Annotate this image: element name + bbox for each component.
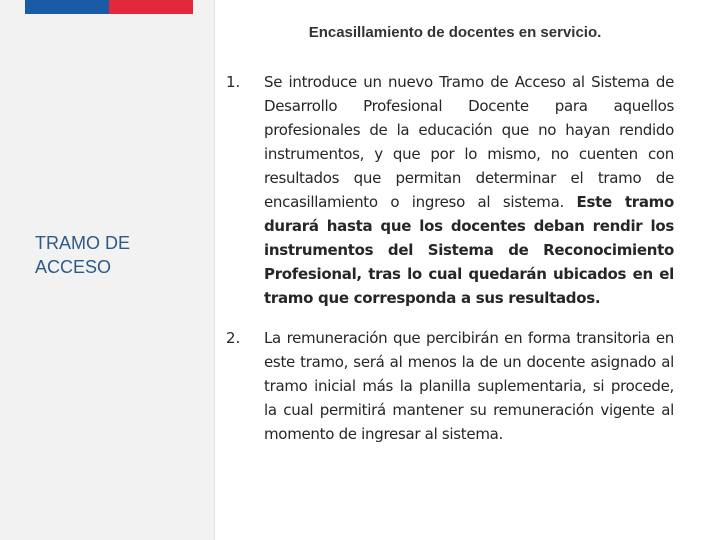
list-item <box>226 326 674 446</box>
list-item-text <box>264 70 674 310</box>
list-item-plain-text: La remuneración que percibirán en forma transitoria en este tramo, será al menos la de un docente asignado al tramo inicial más la planilla suplementaria, si procede, la cual permitirá mantener su remuneración vigente al momento de ingresar al sistema. <box>264 329 674 443</box>
numbered-list <box>226 70 674 462</box>
flag-red-segment <box>109 0 193 14</box>
section-label: TRAMO DE ACCESO <box>35 233 131 277</box>
list-item-number: 2. <box>226 329 241 347</box>
list-item <box>226 70 674 310</box>
slide-title: Encasillamiento de docentes en servicio. <box>308 24 602 41</box>
sidebar-panel <box>0 0 215 540</box>
list-item-number: 1. <box>226 73 241 91</box>
list-item-plain-text: Se introduce un nuevo Tramo de Acceso al Sistema de Desarrollo Profesional Docente para aquellos profesionales de la educación que no hayan rendido instrumentos, y que por lo mismo, no cuenten con resultados que permitan determinar el tramo de encasillamiento o ingreso al sistema. <box>264 73 674 211</box>
flag-blue-segment <box>25 0 109 14</box>
list-item-bold-text: Este tramo durará hasta que los docentes deban rendir los instrumentos del Sistema de Reconocimiento Profesional, tras lo cual quedarán ubicados en el tramo que corresponda a sus resultados. <box>264 193 674 307</box>
list-item-text <box>264 326 674 446</box>
flag-stripe <box>25 0 193 14</box>
